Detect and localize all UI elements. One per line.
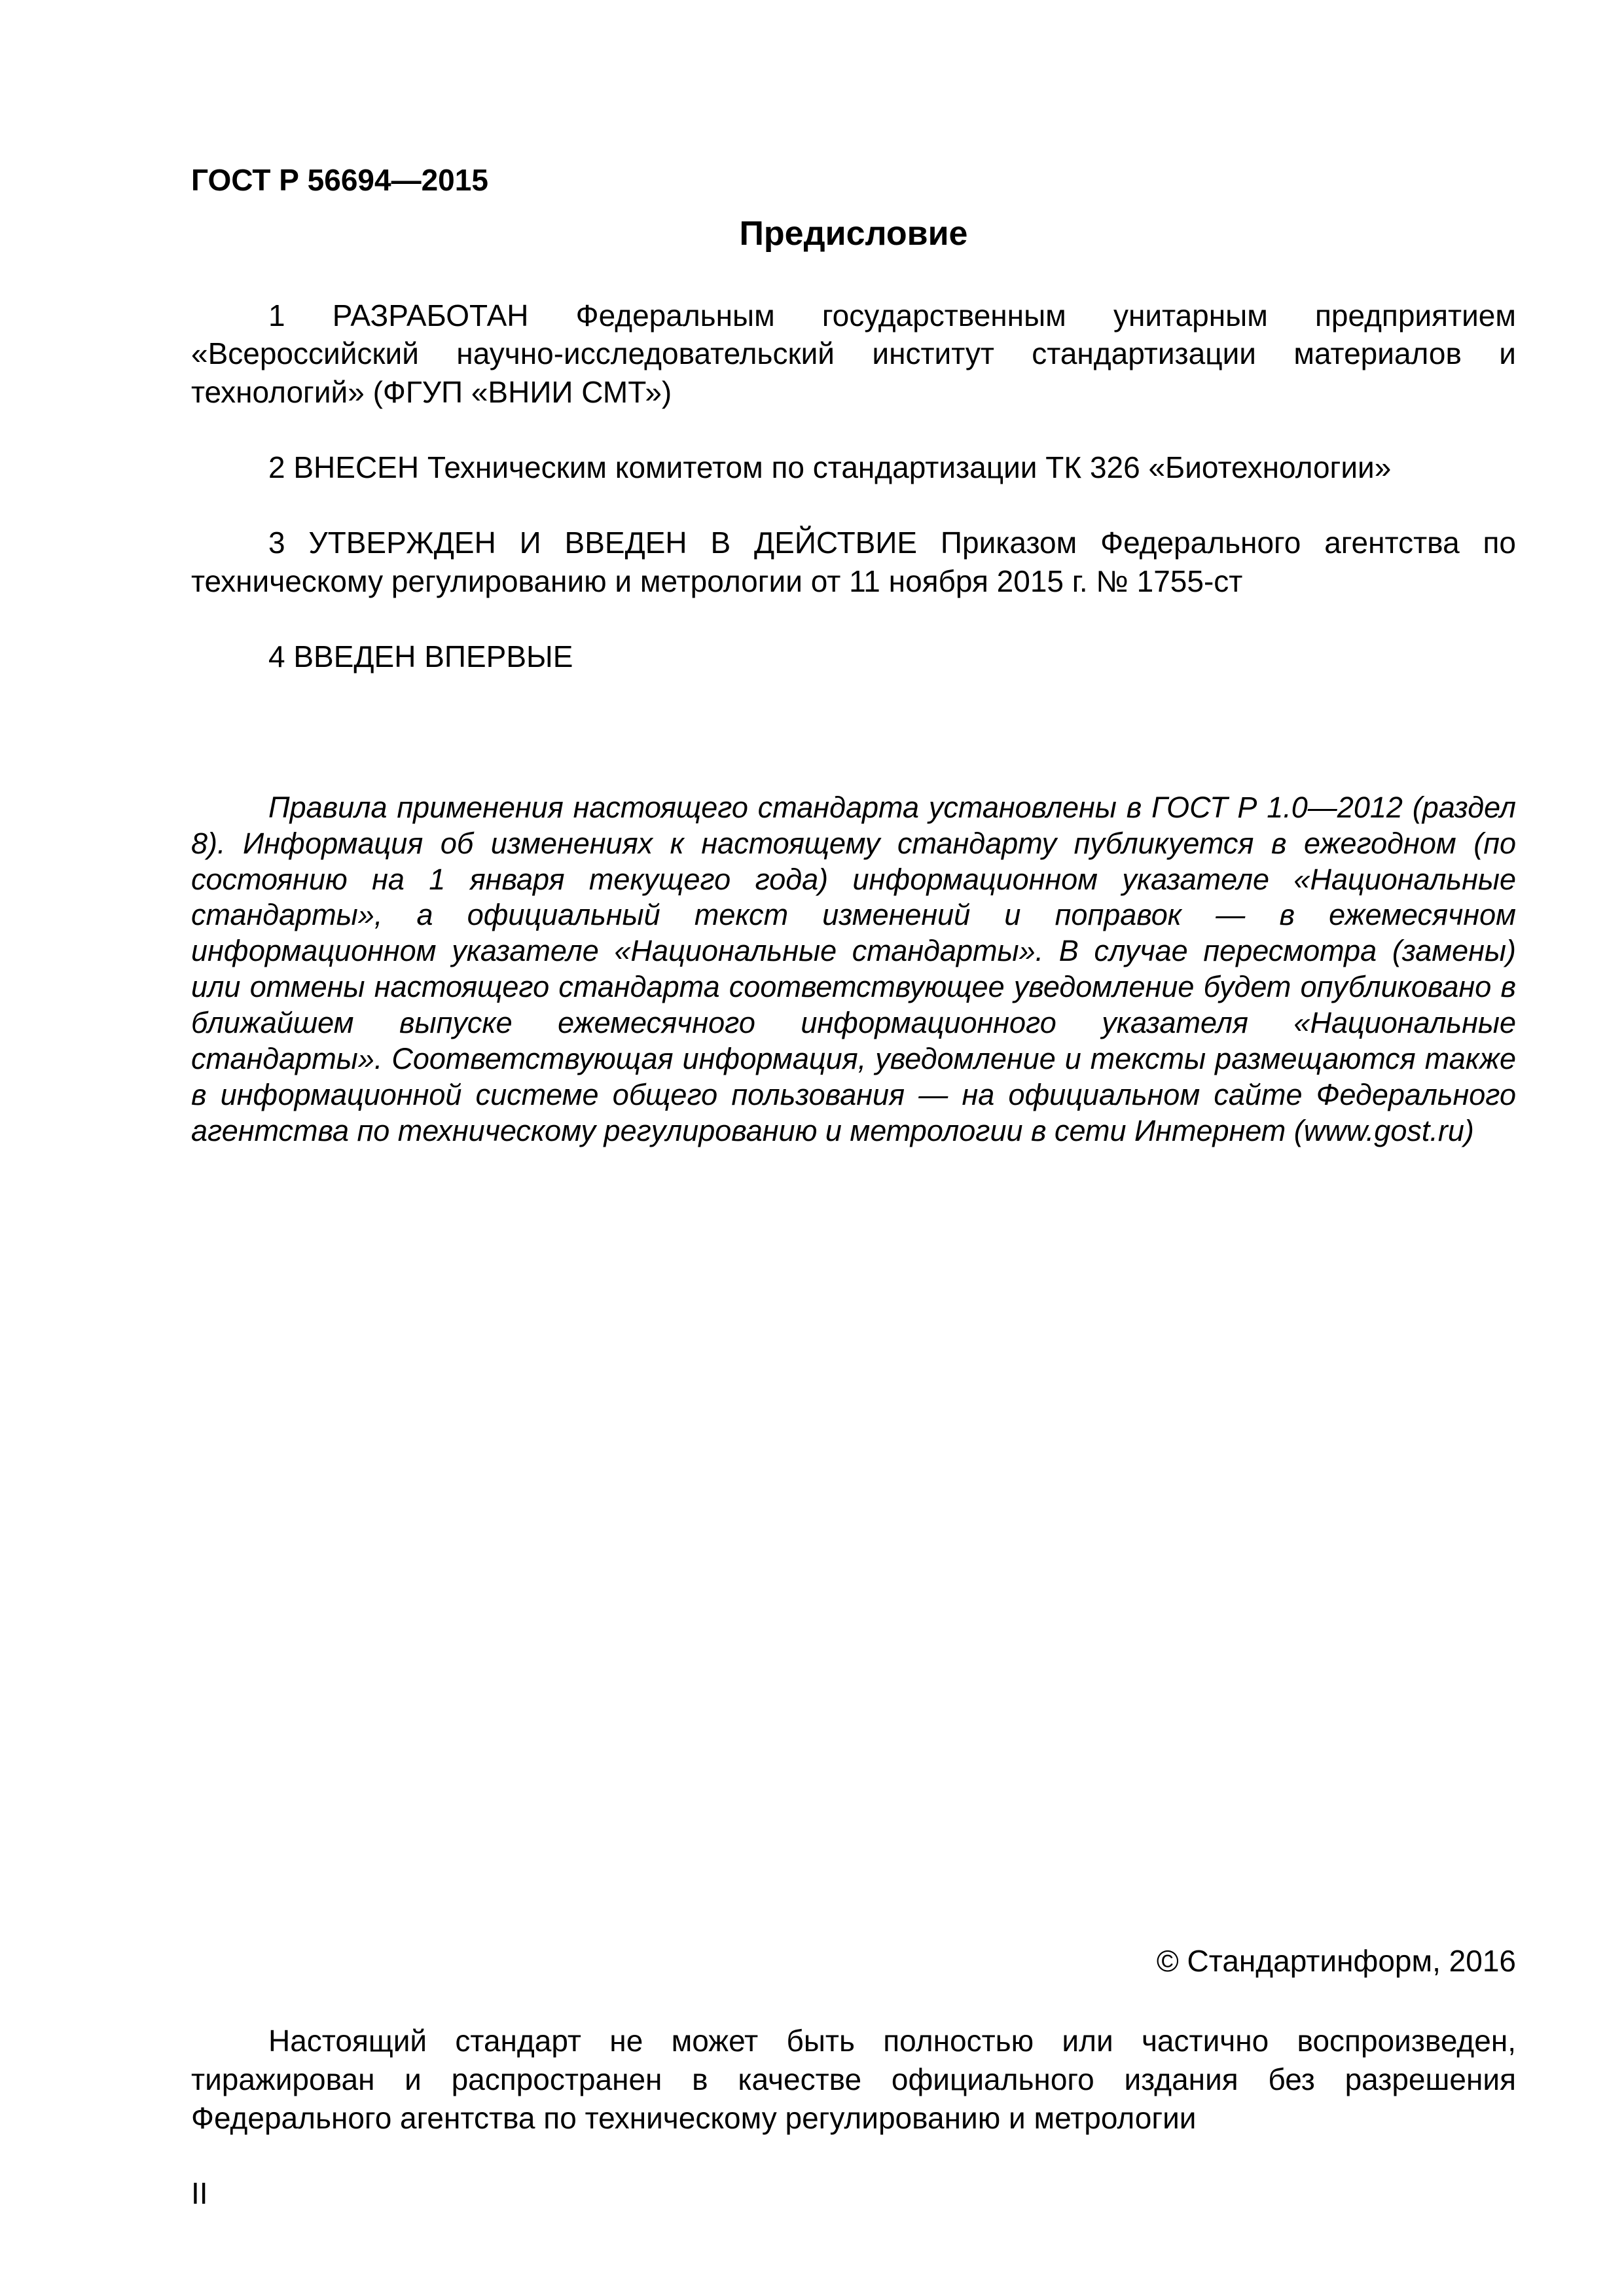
legal-application-note: Правила применения настоящего стандарта установлены в ГОСТ Р 1.0—2012 (раздел 8). Информация об изменениях к настоящему стандарту публикуется в ежегодном (по состоянию на 1 января текущего года) информационном указателе «Национальные стандарты», а официальный текст изменений и поправок — в ежемесячном информационном указателе «Национальные стандарты». В случае пересмотра (замены) или отмены настоящего стандарта соответствующее уведомление будет опубликовано в ближайшем выпуске ежемесячного информационного указателя «Национальные стандарты». Соответствующая информация, уведомление и тексты размещаются также в информационной системе общего пользования — на официальном сайте Федерального агентства по техническому регулированию и метрологии в сети Интернет (www.gost.ru) (191, 790, 1516, 1147)
foreword-item-3: 3 УТВЕРЖДЕН И ВВЕДЕН В ДЕЙСТВИЕ Приказом Федерального агентства по техническому регулированию и метрологии от 11 ноября 2015 г. № 1755-ст (191, 526, 1516, 598)
vertical-spacer (191, 1149, 1516, 1944)
foreword-item-1: 1 РАЗРАБОТАН Федеральным государственным унитарным предприятием «Всероссийский научно-исследовательский институт стандартизации материалов и технологий» (ФГУП «ВНИИ СМТ») (191, 298, 1516, 410)
copyright-notice: © Стандартинформ, 2016 (1156, 1944, 1516, 1979)
foreword-item-2: 2 ВНЕСЕН Техническим комитетом по стандартизации ТК 326 «Биотехнологии» (268, 450, 1392, 485)
page-number: II (191, 2176, 208, 2210)
page-title: Предисловие (739, 214, 968, 253)
foreword-item-4: 4 ВВЕДЕН ВПЕРВЫЕ (268, 639, 573, 673)
standard-designation: ГОСТ Р 56694—2015 (191, 163, 488, 197)
distribution-restriction-note: Настоящий стандарт не может быть полностью или частично воспроизведен, тиражирован и распространен в качестве официального издания без разрешения Федерального агентства по техническому регулированию и метрологии (191, 2024, 1516, 2136)
